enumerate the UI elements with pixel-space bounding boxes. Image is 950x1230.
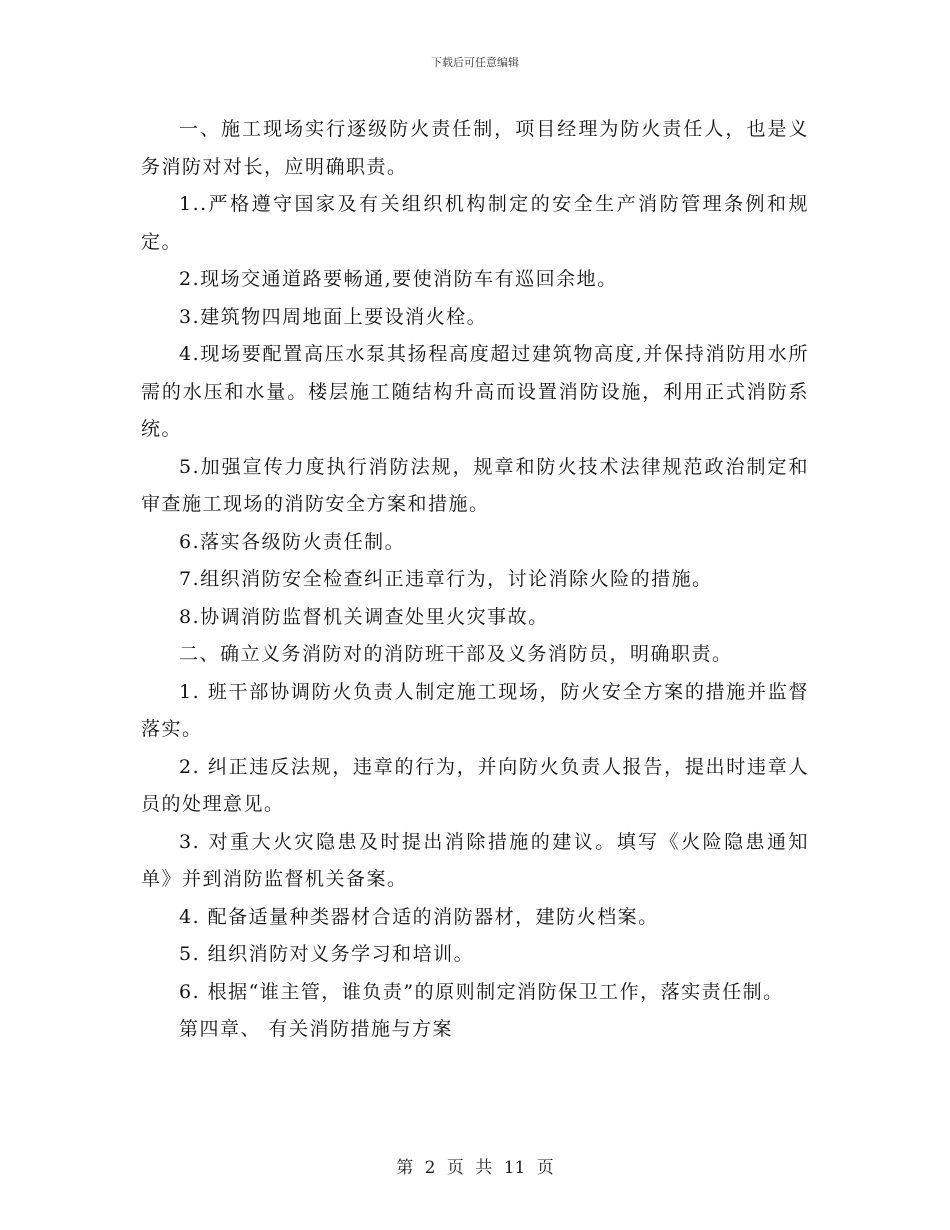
paragraph: 4.现场要配置高压水泵其扬程高度超过建筑物高度,并保持消防用水所需的水压和水量。楼层施工随结构升高而设置消防设施，利用正式消防系统。 xyxy=(141,343,809,440)
page-number: 第 2 页 共 11 页 xyxy=(396,1158,554,1178)
document-body xyxy=(141,111,809,1049)
paragraph: 7.组织消防安全检查纠正违章行为，讨论消除火险的措施。 xyxy=(179,568,713,590)
paragraph: 6. 根据“谁主管，谁负责”的原则制定消防保卫工作，落实责任制。 xyxy=(179,980,784,1003)
paragraph: 2. 纠正违反法规，违章的行为，并向防火负责人报告，提出时违章人员的处理意见。 xyxy=(141,755,809,815)
paragraph: 6.落实各级防火责任制。 xyxy=(179,530,406,553)
paragraph: 4. 配备适量种类器材合适的消防器材，建防火档案。 xyxy=(179,905,659,928)
paragraph: 5.加强宣传力度执行消防法规，规章和防火技术法律规范政治制定和审查施工现场的消防安全方案和措施。 xyxy=(141,455,809,515)
paragraph: 一、施工现场实行逐级防火责任制，项目经理为防火责任人，也是义务消防对对长，应明确职责。 xyxy=(141,118,809,178)
chapter-heading: 第四章、 有关消防措施与方案 xyxy=(179,1018,454,1040)
paragraph: 5. 组织消防对义务学习和培训。 xyxy=(179,943,475,965)
section-heading: 二、确立义务消防对的消防班干部及义务消防员，明确职责。 xyxy=(179,643,733,665)
paragraph: 8.协调消防监督机关调查处里火灾事故。 xyxy=(179,605,549,628)
paragraph: 1..严格遵守国家及有关组织机构制定的安全生产消防管理条例和规定。 xyxy=(141,193,809,253)
paragraph: 3.建筑物四周地面上要设消火栓。 xyxy=(179,305,488,328)
paragraph: 2.现场交通道路要畅通,要使消防车有巡回余地。 xyxy=(179,268,618,290)
paragraph: 3. 对重大火灾隐患及时提出消除措施的建议。填写《火险隐患通知单》并到消防监督机关备案。 xyxy=(141,830,809,890)
page-header-note: 下载后可任意编辑 xyxy=(431,56,519,69)
paragraph: 1. 班干部协调防火负责人制定施工现场，防火安全方案的措施并监督落实。 xyxy=(141,680,809,740)
